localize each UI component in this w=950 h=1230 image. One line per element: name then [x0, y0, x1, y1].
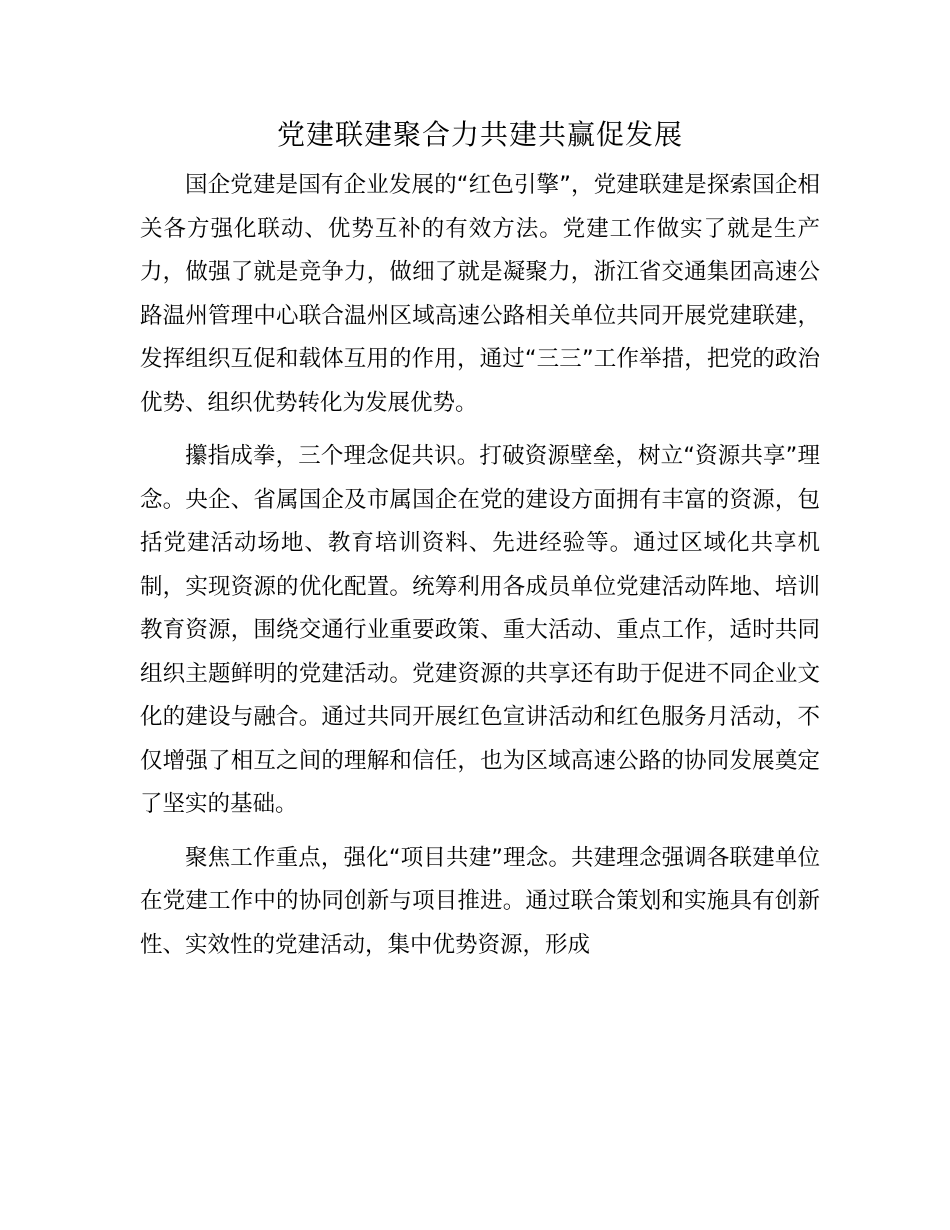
paragraph-intro: 国企党建是国有企业发展的“红色引擎”，党建联建是探索国企相关各方强化联动、优势互补的有效方法。党建工作做实了就是生产力，做强了就是竞争力，做细了就是凝聚力，浙江省交通集团高速公路温州管理中心联合温州区域高速公路相关单位共同开展党建联建，发挥组织互促和载体互用的作用，通过“三三”工作举措，把党的政治优势、组织优势转化为发展优势。 [140, 172, 820, 416]
document-page [140, 110, 820, 977]
paragraph-project-cobuild: 聚焦工作重点，强化“项目共建”理念。共建理念强调各联建单位在党建工作中的协同创新与项目推进。通过联合策划和实施具有创新性、实效性的党建活动，集中优势资源，形成 [140, 844, 820, 958]
document-title: 党建联建聚合力共建共赢促发展 [276, 118, 683, 151]
paragraph-resource-sharing: 攥指成拳，三个理念促共识。打破资源壁垒，树立“资源共享”理念。央企、省属国企及市属国企在党的建设方面拥有丰富的资源，包括党建活动场地、教育培训资料、先进经验等。通过区域化共享机制，实现资源的优化配置。统筹利用各成员单位党建活动阵地、培训教育资源，围绕交通行业重要政策、重大活动、重点工作，适时共同组织主题鲜明的党建活动。党建资源的共享还有助于促进不同企业文化的建设与融合。通过共同开展红色宣讲活动和红色服务月活动，不仅增强了相互之间的理解和信任，也为区域高速公路的协同发展奠定了坚实的基础。 [140, 443, 820, 817]
